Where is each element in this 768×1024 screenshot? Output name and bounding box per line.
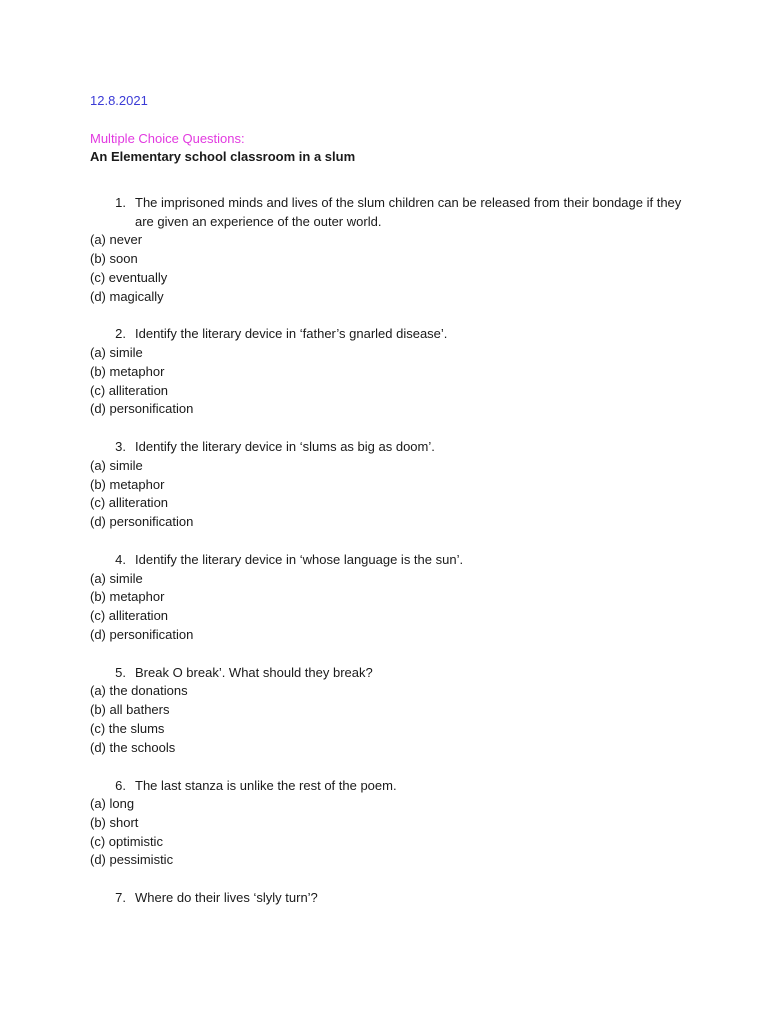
section-label: Multiple Choice Questions: <box>90 131 245 146</box>
question-text: Identify the literary device in ‘whose language is the sun’. <box>135 551 464 567</box>
option-b: (b) metaphor <box>90 476 165 492</box>
option-b: (b) short <box>90 814 139 830</box>
question-text: Identify the literary device in ‘slums as big as doom’. <box>135 439 435 455</box>
question-7 <box>90 889 690 908</box>
question-number: 6. <box>115 777 126 793</box>
question-stem <box>90 551 690 570</box>
question-number: 1. <box>115 195 126 210</box>
question-stem <box>90 194 690 231</box>
question-3 <box>90 438 690 532</box>
option-a: (a) simile <box>90 344 143 360</box>
question-number: 5. <box>115 664 126 680</box>
option-c: (c) the slums <box>90 720 165 736</box>
question-4 <box>90 551 690 645</box>
document-page <box>90 92 690 927</box>
option-b: (b) metaphor <box>90 363 165 379</box>
option-d: (d) the schools <box>90 739 176 755</box>
option-d: (d) personification <box>90 401 194 417</box>
question-text: The last stanza is unlike the rest of the poem. <box>135 777 397 793</box>
document-title: An Elementary school classroom in a slum <box>90 149 356 164</box>
option-a: (a) simile <box>90 570 143 586</box>
question-text: Break O break’. What should they break? <box>135 664 373 680</box>
option-c: (c) alliteration <box>90 382 169 398</box>
question-stem <box>90 777 690 796</box>
question-text: The imprisoned minds and lives of the slum children can be released from their bondage if they are given an experience of the outer world. <box>135 195 682 229</box>
option-b: (b) metaphor <box>90 589 165 605</box>
question-stem <box>90 889 690 908</box>
question-list <box>90 194 690 908</box>
question-number: 4. <box>115 551 126 567</box>
question-5 <box>90 664 690 758</box>
option-c: (c) alliteration <box>90 608 169 624</box>
option-a: (a) never <box>90 232 143 248</box>
option-c: (c) optimistic <box>90 833 163 849</box>
option-d: (d) magically <box>90 288 164 304</box>
option-a: (a) long <box>90 796 135 812</box>
question-text: Where do their lives ‘slyly turn’? <box>135 890 318 906</box>
option-a: (a) the donations <box>90 683 188 699</box>
question-text: Identify the literary device in ‘father’s gnarled disease’. <box>135 326 448 342</box>
option-d: (d) personification <box>90 514 194 530</box>
question-stem <box>90 438 690 457</box>
option-d: (d) personification <box>90 626 194 642</box>
question-number: 7. <box>115 890 126 906</box>
question-number: 3. <box>115 439 126 455</box>
option-d: (d) pessimistic <box>90 852 174 868</box>
question-stem <box>90 325 690 344</box>
question-stem <box>90 664 690 683</box>
question-6 <box>90 777 690 871</box>
question-1 <box>90 194 690 306</box>
document-date: 12.8.2021 <box>90 93 148 108</box>
question-2 <box>90 325 690 419</box>
option-b: (b) soon <box>90 250 138 266</box>
option-b: (b) all bathers <box>90 702 170 718</box>
option-c: (c) alliteration <box>90 495 169 511</box>
option-c: (c) eventually <box>90 269 168 285</box>
option-a: (a) simile <box>90 457 143 473</box>
question-number: 2. <box>115 326 126 342</box>
